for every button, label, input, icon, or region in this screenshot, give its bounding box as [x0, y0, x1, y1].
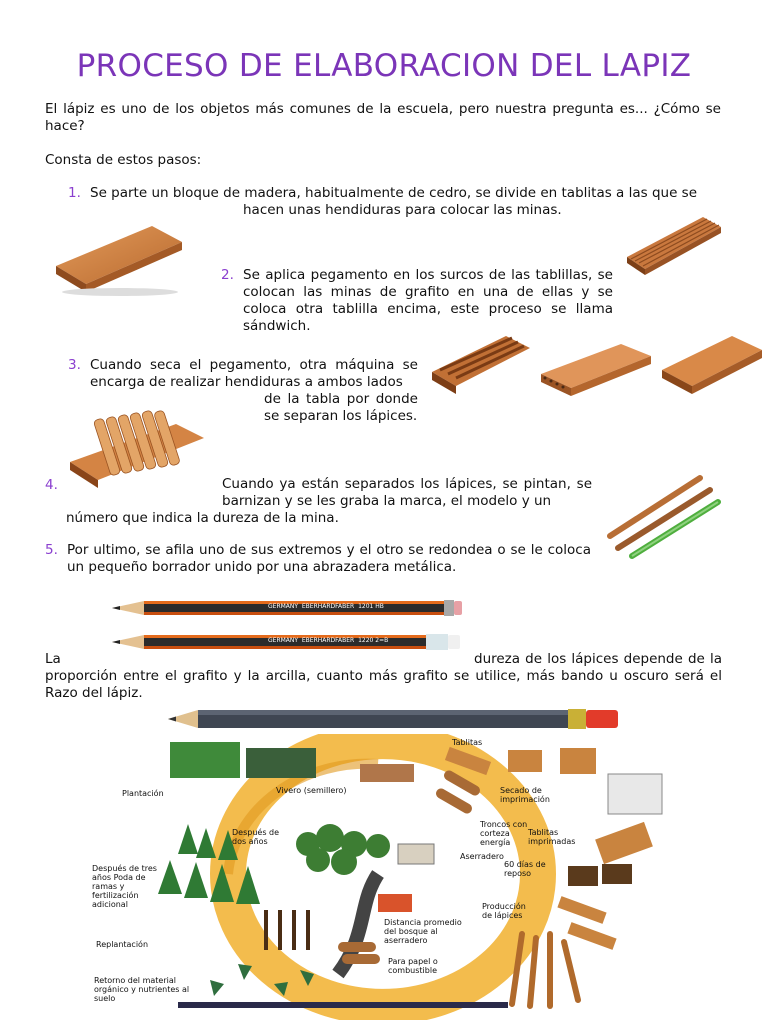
- label-secado: Secado de imprimación: [500, 786, 550, 804]
- label-tablitas-imprimadas: Tablitas imprimadas: [528, 828, 576, 846]
- label-papel: Para papel o combustible: [388, 957, 438, 975]
- long-pencil-image: [168, 706, 620, 732]
- label-despues-dos: Después de dos años: [232, 828, 280, 846]
- wood-block-image: [52, 218, 186, 298]
- label-distancia: Distancia promedio del bosque al aserradero: [384, 918, 462, 945]
- separated-pencils-image: [66, 410, 206, 498]
- painted-pencils-image: [604, 470, 722, 562]
- label-replantacion: Replantación: [96, 940, 149, 949]
- sandwich-stage-3-image: [660, 332, 764, 398]
- label-despues-tres: Después de tres años Poda de ramas y fertilización adicional: [92, 864, 157, 909]
- label-aserradero: Aserradero: [460, 852, 504, 861]
- label-plantacion: Plantación: [122, 789, 164, 798]
- step-1-line-2: hacen unas hendiduras para colocar las minas.: [243, 202, 562, 218]
- label-produccion: Producción de lápices: [482, 902, 526, 920]
- step-3-number: 3.: [68, 357, 81, 373]
- step-4-line-2: número que indica la dureza de la mina.: [66, 510, 339, 526]
- step-1-line-1: Se parte un bloque de madera, habitualmente de cedro, se divide en tablitas a las que se: [90, 185, 698, 201]
- label-troncos: Troncos con corteza energía: [480, 820, 528, 847]
- steps-heading: Consta de estos pasos:: [45, 152, 202, 168]
- step-4-number: 4.: [45, 477, 58, 493]
- label-tablitas: Tablitas: [452, 738, 483, 747]
- label-vivero: Vivero (semillero): [276, 786, 347, 795]
- pencil-2-label: GERMANY EBERHARDFABER 1220 2=B: [268, 637, 389, 644]
- label-reposo: 60 días de reposo: [504, 860, 546, 878]
- step-2-text: Se aplica pegamento en los surcos de las tablillas, se colocan las minas de grafito en una de ellas y se coloca otra tablilla encima, este proceso se llama sándwich.: [243, 267, 613, 334]
- step-3-line-1: Cuando seca el pegamento, otra máquina se encarga de realizar hendiduras a ambos lados: [90, 357, 418, 390]
- intro-paragraph: El lápiz es uno de los objetos más comunes de la escuela, pero nuestra pregunta es... ¿Cómo se hace?: [45, 101, 721, 134]
- step-3-line-2: de la tabla por donde se separan los lápices.: [264, 391, 418, 424]
- grooved-plank-image: [625, 213, 723, 283]
- step-5-text: Por ultimo, se afila uno de sus extremos y el otro se redondea o se le coloca un pequeño borrador unido por una abrazadera metálica.: [67, 542, 591, 575]
- closing-paragraph: dureza de los lápices depende de la proporción entre el grafito y la arcilla, cuanto más grafito se utilice, más bando u oscuro será el Razo del lápiz.: [45, 651, 722, 701]
- sandwich-stage-1-image: [430, 330, 532, 402]
- step-1-number: 1.: [68, 185, 81, 201]
- sandwich-stage-2-image: [535, 340, 653, 400]
- pencil-1-label: GERMANY EBERHARDFABER 1201 HB: [268, 603, 384, 610]
- closing-first-word: La: [45, 651, 61, 667]
- step-5-number: 5.: [45, 542, 58, 558]
- page-title: PROCESO DE ELABORACION DEL LAPIZ: [76, 48, 692, 84]
- step-4-line-1: Cuando ya están separados los lápices, se pintan, se barnizan y se les graba la marca, el modelo y un: [222, 476, 592, 509]
- step-2-number: 2.: [221, 267, 234, 283]
- label-retorno: Retorno del material orgánico y nutrientes al suelo: [94, 976, 190, 1003]
